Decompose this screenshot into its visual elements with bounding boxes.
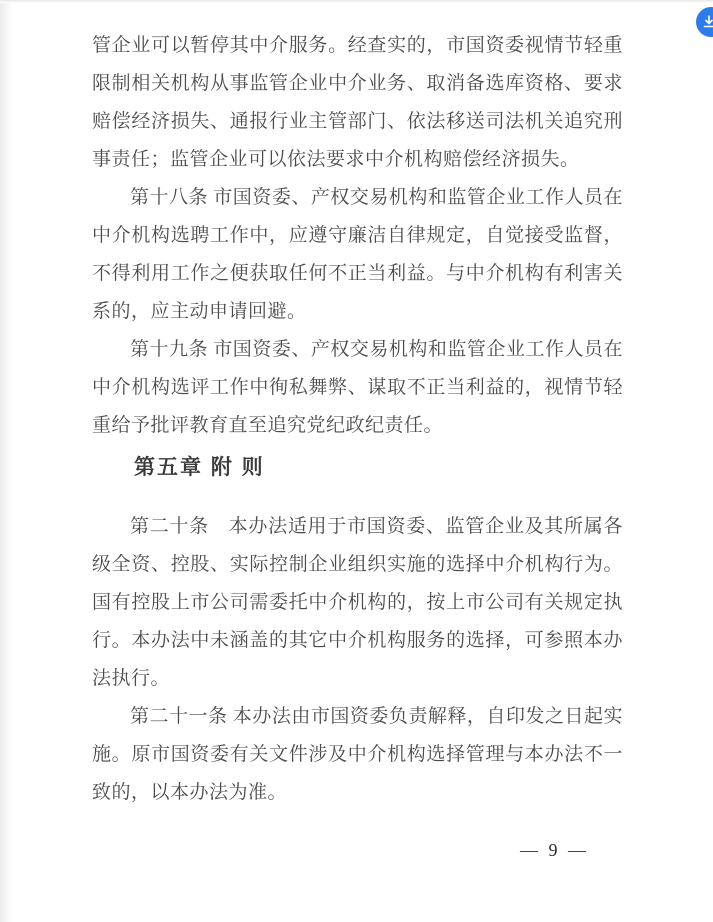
paragraph: 第十八条 市国资委、产权交易机构和监管企业工作人员在中介机构选聘工作中，应遵守廉洁自律规定，自觉接受监督，不得利用工作之便获取任何不正当利益。与中介机构有利害关系的，应主动申请回避。 [92, 187, 623, 322]
paragraph: 第二十条 本办法适用于市国资委、监管企业及其所属各级全资、控股、实际控制企业组织实施的选择中介机构行为。国有控股上市公司需委托中介机构的，按上市公司有关规定执行。本办法中未涵盖的其它中介机构服务的选择，可参照本办法执行。 [92, 516, 623, 689]
page-number: — 9 — [520, 840, 589, 860]
document-body [92, 0, 623, 812]
paragraph: 第十九条 市国资委、产权交易机构和监管企业工作人员在中介机构选评工作中徇私舞弊、谋取不正当利益的，视情节轻重给予批评教育直至追究党纪政纪责任。 [92, 339, 623, 436]
chapter-heading: 第五章 附 则 [134, 456, 265, 479]
paragraph: 管企业可以暂停其中介服务。经查实的，市国资委视情节轻重限制相关机构从事监管企业中介业务、取消备选库资格、要求赔偿经济损失、通报行业主管部门、依法移送司法机关追究刑事责任；监管企业可以依法要求中介机构赔偿经济损失。 [92, 35, 623, 170]
paragraph: 第二十一条 本办法由市国资委负责解释，自印发之日起实施。原市国资委有关文件涉及中介机构选择管理与本办法不一致的，以本办法为准。 [92, 706, 623, 803]
download-icon [702, 15, 713, 29]
floating-action-button[interactable] [696, 7, 713, 37]
page-edge-shadow-left [0, 0, 12, 922]
